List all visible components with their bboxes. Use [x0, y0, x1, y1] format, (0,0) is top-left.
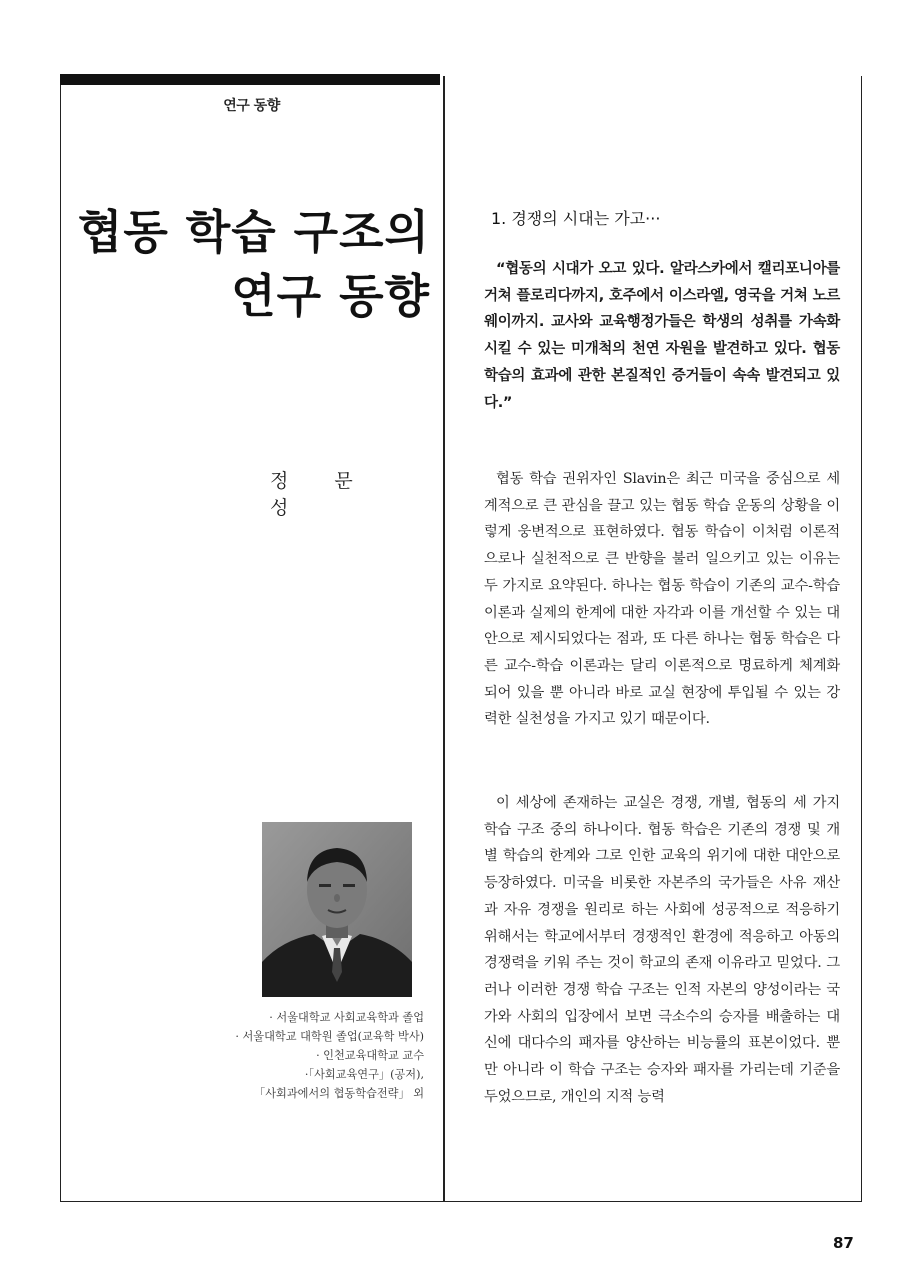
column-divider: [443, 76, 445, 1202]
quote-paragraph: “협동의 시대가 오고 있다. 알라스카에서 캘리포니아를 거쳐 플로리다까지, 호주에서 이스라엘, 영국을 거쳐 노르웨이까지. 교사와 교육행정가들은 학생의 성취를 가속화시킬 수 있는 미개척의 천연 자원을 발견하고 있다. 협동 학습의 효과에 관한 본질적인 증거들이 속속 발견되고 있다.”: [484, 261, 840, 411]
header-bar: [60, 74, 440, 85]
author-portrait-image: [262, 822, 412, 997]
bio-line: · 서울대학교 대학원 졸업(교육학 박사): [235, 1030, 424, 1043]
body-paragraph-2: 이 세상에 존재하는 교실은 경쟁, 개별, 협동의 세 가지 학습 구조 중의 하나이다. 협동 학습은 기존의 경쟁 및 개별 학습의 한계와 그로 인한 교육의 위기에 대한 대안으로 등장하였다. 미국을 비롯한 자본주의 국가들은 사유 재산과 자유 경쟁을 원리로 하는 사회에 성공적으로 적응하기 위해서는 학교에서부터 경쟁적인 환경에 적응하고 아동의 경쟁력을 키워 주는 것이 학교의 존재 이유라고 믿었다. 그러나 이러한 경쟁 학습 구조는 인적 자본의 양성이라는 국가와 사회의 입장에서 보면 극소수의 승자를 배출하는 대신에 대다수의 패자를 양산하는 비능률의 표본이었다. 뿐만 아니라 이 학습 구조는 승자와 패자를 가리는데 기준을 두었으므로, 개인의 지적 능력: [484, 795, 840, 1105]
page-number: 87: [833, 1234, 854, 1252]
section-heading: 1. 경쟁의 시대는 가고···: [491, 209, 661, 228]
author-name: 정 문 성: [270, 470, 373, 519]
author-bio: [170, 1008, 424, 1103]
bio-line: ·「사회교육연구」(공저),: [304, 1068, 424, 1081]
section-label: 연구 동향: [223, 98, 280, 114]
author-photo: [262, 822, 412, 997]
bio-line: · 인천교육대학교 교수: [316, 1049, 424, 1062]
bio-line: 「사회과에서의 협동학습전략」 외: [254, 1087, 424, 1100]
bio-line: · 서울대학교 사회교육학과 졸업: [269, 1011, 424, 1024]
article-title: [78, 200, 430, 328]
title-line-1: 협동 학습 구조의: [77, 205, 430, 259]
body-paragraph-1: 협동 학습 권위자인 Slavin은 최근 미국을 중심으로 세계적으로 큰 관심을 끌고 있는 협동 학습 운동의 상황을 이렇게 웅변적으로 표현하였다. 협동 학습이 이처럼 이론적으로나 실천적으로 큰 반향을 불러 일으키고 있는 이유는 두 가지로 요약된다. 하나는 협동 학습이 기존의 교수-학습 이론과 실제의 한계에 대한 자각과 이를 개선할 수 있는 대안으로 제시되었다는 점과, 또 다른 하나는 협동 학습은 다른 교수-학습 이론과는 달리 이론적으로 명료하게 체계화되어 있을 뿐 아니라 바로 교실 현장에 투입될 수 있는 강력한 실천성을 가지고 있기 때문이다.: [484, 471, 840, 728]
title-line-2: 연구 동향: [231, 269, 430, 323]
